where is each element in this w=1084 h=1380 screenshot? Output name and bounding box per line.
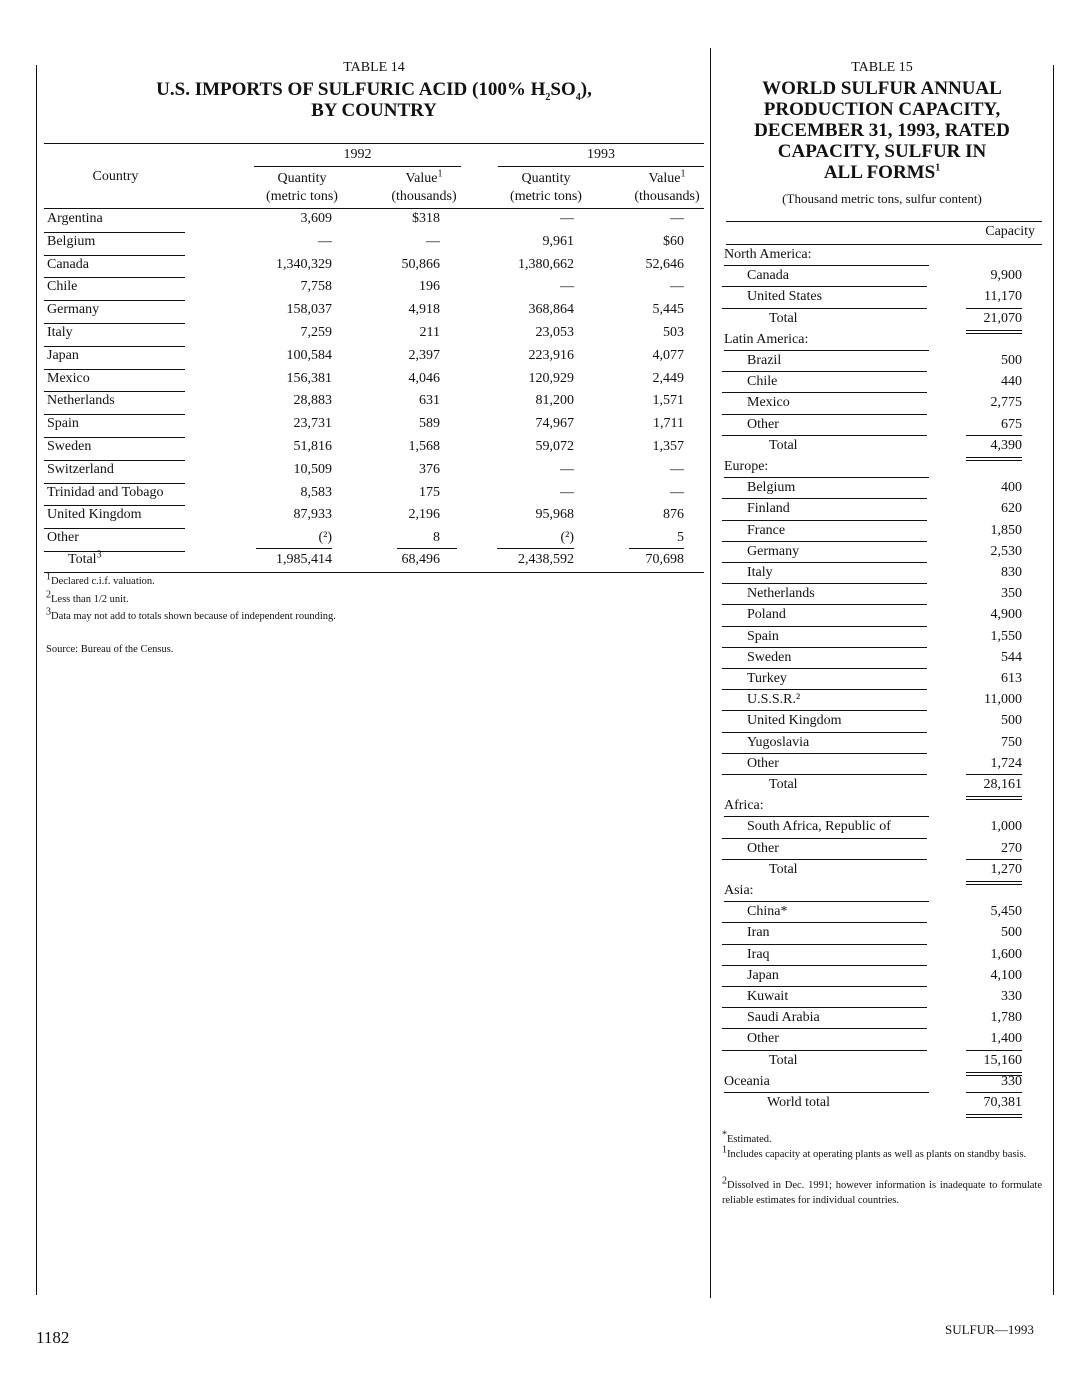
table-15-top-rule bbox=[726, 221, 1042, 222]
capacity-row-value: 750 bbox=[1001, 734, 1022, 750]
capacity-row-label: Turkey bbox=[747, 671, 787, 686]
quantity-1992-cell: 1,340,329 bbox=[276, 256, 332, 272]
capacity-row-rule bbox=[722, 498, 927, 499]
capacity-row-rule bbox=[722, 541, 927, 542]
capacity-row-label: Total bbox=[769, 861, 798, 877]
country-cell: Netherlands bbox=[47, 393, 115, 409]
capacity-row-rule bbox=[722, 922, 927, 923]
capacity-row-label: Other bbox=[747, 416, 779, 432]
left-margin-rule bbox=[36, 65, 37, 1295]
capacity-row-label: South Africa, Republic of bbox=[747, 819, 891, 835]
capacity-row-rule bbox=[722, 732, 927, 733]
capacity-row-rule bbox=[722, 1028, 927, 1029]
capacity-row-value: 1,780 bbox=[990, 1010, 1022, 1026]
capacity-row-rule bbox=[722, 435, 927, 436]
capacity-row-value: 4,900 bbox=[990, 607, 1022, 623]
quantity-1992-cell: — bbox=[318, 233, 332, 249]
capacity-row-label: Chile bbox=[747, 374, 778, 390]
table-14-footnote-3: $^3$Data may not add to totals shown because of independent rounding. bbox=[46, 606, 336, 622]
quantity-1993-cell: — bbox=[560, 279, 574, 295]
capacity-row-rule bbox=[724, 901, 929, 902]
capacity-row-rule bbox=[722, 838, 927, 839]
capacity-row-value: 1,600 bbox=[990, 946, 1022, 962]
quantity-1993-cell: 1,380,662 bbox=[518, 256, 574, 272]
capacity-row-value: 270 bbox=[1001, 840, 1022, 856]
country-row-rule bbox=[44, 551, 185, 552]
capacity-row-rule bbox=[722, 583, 927, 584]
capacity-row-value: 2,530 bbox=[990, 543, 1022, 559]
capacity-row-value: 9,900 bbox=[990, 268, 1022, 284]
capacity-row-label: Mexico bbox=[747, 395, 790, 411]
quantity-1992-cell: 156,381 bbox=[286, 370, 332, 386]
table-14-label: TABLE 14 bbox=[343, 60, 405, 75]
capacity-row-label: Sweden bbox=[747, 649, 792, 665]
capacity-row-value: 4,100 bbox=[990, 967, 1022, 983]
quantity-1992-cell: 23,731 bbox=[293, 416, 332, 432]
country-cell: Chile bbox=[47, 279, 78, 295]
capacity-row-label: China* bbox=[747, 904, 788, 920]
capacity-row-value: 11,000 bbox=[984, 692, 1022, 708]
capacity-row-label: Europe: bbox=[724, 459, 769, 474]
capacity-row-rule bbox=[722, 986, 927, 987]
capacity-row-value: 5,450 bbox=[990, 904, 1022, 920]
value-1993-header: Value$^1$ (thousands) bbox=[634, 168, 700, 204]
capacity-row-label: U.S.S.R.² bbox=[747, 692, 801, 708]
value-1992-cell: 50,866 bbox=[401, 256, 440, 272]
total-double-rule bbox=[966, 460, 1022, 461]
quantity-1992-cell: 87,933 bbox=[293, 507, 332, 523]
capacity-row-rule bbox=[722, 308, 927, 309]
capacity-row-label: Other bbox=[747, 840, 779, 856]
country-row-rule bbox=[44, 369, 185, 370]
capacity-row-rule bbox=[724, 477, 929, 478]
capacity-row-value: 400 bbox=[1001, 480, 1022, 496]
capacity-row-label: Asia: bbox=[724, 883, 754, 898]
capacity-row-label: World total bbox=[767, 1095, 831, 1110]
country-cell: Germany bbox=[47, 302, 100, 318]
value-1992-cell: 2,196 bbox=[408, 507, 440, 523]
capacity-row-rule bbox=[722, 520, 927, 521]
value-1993-cell: — bbox=[670, 484, 684, 500]
value-1993-cell: 52,646 bbox=[645, 256, 684, 272]
capacity-row-rule bbox=[724, 350, 929, 351]
total-q92: 1,985,414 bbox=[276, 552, 332, 567]
subtotal-rule bbox=[966, 1092, 1022, 1093]
quantity-1992-cell: 7,758 bbox=[300, 279, 332, 295]
quantity-1993-cell: 74,967 bbox=[535, 416, 574, 432]
country-row-rule bbox=[44, 277, 185, 278]
capacity-row-label: Total bbox=[769, 1052, 798, 1068]
value-1993-cell: — bbox=[670, 279, 684, 295]
total-label: Total$^3$ bbox=[68, 549, 102, 567]
quantity-1992-cell: 3,609 bbox=[300, 211, 332, 226]
country-row-rule bbox=[44, 391, 185, 392]
capacity-row-label: Total bbox=[769, 777, 798, 792]
value-1992-cell: 196 bbox=[419, 279, 440, 295]
capacity-row-value: 21,070 bbox=[983, 310, 1022, 326]
total-double-rule bbox=[966, 881, 1022, 882]
subtotal-rule bbox=[966, 308, 1022, 309]
value-1993-cell: 4,077 bbox=[652, 347, 684, 363]
right-margin-rule bbox=[1053, 65, 1054, 1295]
capacity-row-value: 1,550 bbox=[990, 628, 1022, 644]
quantity-1993-cell: — bbox=[560, 461, 574, 477]
quantity-1993-cell: 81,200 bbox=[535, 393, 574, 409]
total-q93: 2,438,592 bbox=[518, 552, 574, 567]
subtotal-rule bbox=[966, 435, 1022, 436]
capacity-row-value: 1,850 bbox=[990, 522, 1022, 538]
quantity-1992-cell: 7,259 bbox=[300, 325, 332, 340]
value-1993-cell: $60 bbox=[663, 233, 684, 249]
capacity-row-label: Africa: bbox=[724, 798, 764, 814]
value-1993-cell: 1,711 bbox=[653, 416, 684, 432]
capacity-row-value: 28,161 bbox=[983, 777, 1022, 792]
year-1992-header: 1992 bbox=[343, 147, 372, 162]
quantity-1992-cell: 28,883 bbox=[293, 393, 332, 409]
quantity-1992-cell: 51,816 bbox=[293, 439, 332, 454]
country-cell: Belgium bbox=[47, 233, 96, 249]
table-14-footnote-2: $^2$Less than 1/2 unit. bbox=[46, 589, 129, 605]
quantity-1993-cell: (²) bbox=[560, 530, 574, 546]
table-15-footnote-1: $^1$Includes capacity at operating plants as well as plants on standby basis. bbox=[722, 1144, 1027, 1160]
capacity-row-label: Belgium bbox=[747, 480, 796, 496]
capacity-row-label: Kuwait bbox=[747, 989, 789, 1004]
capacity-row-rule bbox=[724, 816, 929, 817]
capacity-row-label: Spain bbox=[747, 628, 779, 644]
capacity-row-value: 4,390 bbox=[990, 437, 1022, 453]
capacity-row-rule bbox=[722, 689, 927, 690]
capacity-row-rule bbox=[724, 1092, 929, 1093]
total-double-rule bbox=[966, 799, 1022, 800]
value-1992-cell: 1,568 bbox=[408, 439, 440, 454]
capacity-row-rule bbox=[722, 859, 927, 860]
capacity-row-label: Other bbox=[747, 755, 779, 771]
capacity-row-rule bbox=[722, 965, 927, 966]
country-cell: United Kingdom bbox=[47, 507, 142, 523]
capacity-column-header: Capacity bbox=[985, 224, 1035, 239]
capacity-row-rule bbox=[722, 647, 927, 648]
capacity-row-label: Total bbox=[769, 437, 798, 453]
country-cell: Sweden bbox=[47, 439, 92, 454]
capacity-row-rule bbox=[722, 944, 927, 945]
capacity-row-value: 620 bbox=[1001, 501, 1022, 517]
capacity-row-rule bbox=[722, 414, 927, 415]
country-row-rule bbox=[44, 437, 185, 438]
capacity-row-value: 500 bbox=[1001, 925, 1022, 941]
table-15-footnote-2: $^2$Dissolved in Dec. 1991; however information is inadequate to formulate reliable estimates for individual countries. bbox=[722, 1175, 1042, 1206]
capacity-row-label: Canada bbox=[747, 268, 789, 284]
value-1992-cell: 4,918 bbox=[408, 302, 440, 318]
capacity-row-rule bbox=[722, 710, 927, 711]
value-1992-cell: 589 bbox=[419, 416, 440, 432]
year-1993-rule bbox=[498, 166, 704, 167]
total-rule-q93 bbox=[497, 548, 574, 549]
country-row-rule bbox=[44, 300, 185, 301]
total-double-rule bbox=[966, 1117, 1022, 1118]
value-1992-cell: 4,046 bbox=[408, 370, 440, 386]
country-cell: Canada bbox=[47, 256, 89, 272]
capacity-row-value: 330 bbox=[1001, 1073, 1022, 1089]
value-1992-cell: — bbox=[426, 233, 440, 249]
value-1992-cell: 8 bbox=[433, 530, 440, 546]
capacity-row-value: 613 bbox=[1001, 671, 1022, 686]
capacity-row-rule bbox=[722, 392, 927, 393]
total-rule-v93 bbox=[629, 548, 684, 549]
capacity-row-label: Saudi Arabia bbox=[747, 1010, 820, 1026]
page-number: 1182 bbox=[36, 1328, 70, 1347]
quantity-1993-cell: 368,864 bbox=[528, 302, 574, 318]
quantity-1993-cell: — bbox=[560, 484, 574, 500]
country-row-rule bbox=[44, 255, 185, 256]
quantity-1993-cell: 95,968 bbox=[535, 507, 574, 523]
quantity-1993-cell: 223,916 bbox=[528, 347, 574, 363]
value-1993-cell: 1,571 bbox=[652, 393, 684, 409]
country-cell: Spain bbox=[47, 416, 79, 432]
total-double-rule bbox=[966, 796, 1022, 797]
country-cell: Switzerland bbox=[47, 461, 114, 477]
capacity-row-value: 544 bbox=[1001, 649, 1022, 665]
value-1993-cell: 5 bbox=[677, 530, 684, 546]
capacity-row-label: North America: bbox=[724, 247, 812, 262]
quantity-1993-cell: 23,053 bbox=[535, 325, 574, 340]
table-15-title: WORLD SULFUR ANNUAL PRODUCTION CAPACITY, DECEMBER 31, 1993, RATED CAPACITY, SULFUR IN ALL FORMS$^1$ bbox=[754, 78, 1010, 183]
capacity-row-rule bbox=[722, 753, 927, 754]
capacity-row-rule bbox=[722, 1050, 927, 1051]
value-1992-cell: 2,397 bbox=[408, 347, 440, 363]
table-14-top-rule bbox=[44, 143, 704, 144]
quantity-1992-cell: 100,584 bbox=[286, 347, 332, 363]
subtotal-rule bbox=[966, 1050, 1022, 1051]
capacity-row-value: 1,400 bbox=[990, 1031, 1022, 1047]
quantity-1993-cell: — bbox=[560, 211, 574, 226]
running-head: SULFUR—1993 bbox=[945, 1322, 1034, 1337]
capacity-row-label: United Kingdom bbox=[747, 713, 842, 729]
capacity-row-rule bbox=[722, 604, 927, 605]
value-1993-cell: — bbox=[670, 211, 684, 226]
total-double-rule bbox=[966, 333, 1022, 334]
capacity-row-label: Total bbox=[769, 310, 798, 326]
value-1993-cell: 5,445 bbox=[652, 302, 684, 318]
value-1992-cell: 175 bbox=[419, 484, 440, 500]
value-1993-cell: 1,357 bbox=[652, 439, 684, 454]
capacity-row-label: Netherlands bbox=[747, 586, 815, 602]
capacity-row-label: France bbox=[747, 522, 786, 538]
capacity-row-value: 2,775 bbox=[990, 395, 1022, 411]
total-v93: 70,698 bbox=[645, 552, 684, 567]
value-1993-cell: 876 bbox=[663, 507, 684, 523]
country-column-header: Country bbox=[92, 169, 139, 184]
capacity-row-label: Poland bbox=[747, 607, 786, 623]
quantity-1993-cell: 59,072 bbox=[535, 439, 574, 454]
country-cell: Italy bbox=[47, 325, 73, 340]
total-double-rule bbox=[966, 330, 1022, 331]
quantity-1992-cell: 158,037 bbox=[286, 302, 332, 318]
capacity-row-value: 330 bbox=[1001, 989, 1022, 1004]
table-15-subtitle: (Thousand metric tons, sulfur content) bbox=[782, 191, 982, 206]
capacity-row-rule bbox=[722, 371, 927, 372]
capacity-row-value: 500 bbox=[1001, 713, 1022, 729]
table-14-header-rule bbox=[44, 208, 704, 209]
country-cell: Mexico bbox=[47, 370, 90, 386]
value-1992-header: Value$^1$ (thousands) bbox=[391, 168, 457, 204]
value-1992-cell: 376 bbox=[419, 461, 440, 477]
capacity-row-value: 70,381 bbox=[983, 1095, 1022, 1110]
capacity-row-label: Iran bbox=[747, 925, 770, 941]
capacity-row-rule bbox=[722, 626, 927, 627]
year-1992-rule bbox=[254, 166, 461, 167]
capacity-row-rule bbox=[724, 265, 929, 266]
capacity-row-label: Iraq bbox=[747, 946, 770, 962]
capacity-row-value: 11,170 bbox=[984, 289, 1022, 305]
country-row-rule bbox=[44, 323, 185, 324]
capacity-row-label: United States bbox=[747, 289, 823, 305]
capacity-row-label: Brazil bbox=[747, 353, 782, 368]
capacity-row-label: Finland bbox=[747, 501, 790, 517]
value-1993-cell: — bbox=[670, 461, 684, 477]
capacity-row-value: 675 bbox=[1001, 416, 1022, 432]
capacity-row-value: 1,000 bbox=[990, 819, 1022, 835]
capacity-row-value: 1,724 bbox=[990, 755, 1022, 771]
country-row-rule bbox=[44, 414, 185, 415]
capacity-row-value: 830 bbox=[1001, 565, 1022, 580]
country-row-rule bbox=[44, 505, 185, 506]
quantity-1992-cell: (²) bbox=[318, 530, 332, 546]
capacity-row-rule bbox=[722, 1007, 927, 1008]
value-1992-cell: $318 bbox=[412, 211, 440, 226]
table-14-source: Source: Bureau of the Census. bbox=[46, 644, 174, 655]
country-row-rule bbox=[44, 483, 185, 484]
subtotal-rule bbox=[966, 859, 1022, 860]
table-14-title: U.S. IMPORTS OF SULFURIC ACID (100% $H_2SO_4$), BY COUNTRY bbox=[156, 79, 592, 121]
country-row-rule bbox=[44, 460, 185, 461]
country-row-rule bbox=[44, 232, 185, 233]
total-double-rule bbox=[966, 1072, 1022, 1073]
value-1992-cell: 631 bbox=[419, 393, 440, 409]
capacity-row-label: Other bbox=[747, 1031, 779, 1047]
quantity-1993-cell: 120,929 bbox=[528, 370, 574, 386]
year-1993-header: 1993 bbox=[587, 147, 615, 162]
quantity-1993-cell: 9,961 bbox=[542, 233, 574, 249]
country-cell: Argentina bbox=[47, 211, 103, 226]
quantity-1992-cell: 10,509 bbox=[293, 461, 332, 477]
value-1992-cell: 211 bbox=[419, 325, 440, 340]
total-v92: 68,496 bbox=[401, 552, 440, 567]
table-14-bottom-rule bbox=[44, 572, 704, 573]
capacity-row-label: Latin America: bbox=[724, 331, 809, 347]
capacity-row-rule bbox=[722, 774, 927, 775]
total-double-rule bbox=[966, 457, 1022, 458]
subtotal-rule bbox=[966, 774, 1022, 775]
capacity-row-label: Italy bbox=[747, 565, 773, 580]
total-double-rule bbox=[966, 1114, 1022, 1115]
total-rule-q92 bbox=[256, 548, 332, 549]
country-cell: Japan bbox=[47, 347, 79, 363]
country-row-rule bbox=[44, 346, 185, 347]
capacity-row-rule bbox=[722, 562, 927, 563]
capacity-row-label: Yugoslavia bbox=[747, 734, 810, 750]
capacity-row-value: 500 bbox=[1001, 353, 1022, 368]
table-15-footnote-star: *Estimated. bbox=[722, 1129, 772, 1145]
value-1993-cell: 2,449 bbox=[652, 370, 684, 386]
quantity-1992-header: Quantity (metric tons) bbox=[266, 171, 338, 204]
capacity-row-value: 350 bbox=[1001, 586, 1022, 602]
total-rule-v92 bbox=[397, 548, 457, 549]
table-14-footnote-1: $^1$Declared c.i.f. valuation. bbox=[46, 571, 155, 587]
capacity-row-value: 15,160 bbox=[983, 1052, 1022, 1068]
capacity-row-label: Oceania bbox=[724, 1073, 770, 1089]
country-cell: Trinidad and Tobago bbox=[47, 484, 164, 500]
total-double-rule bbox=[966, 884, 1022, 885]
quantity-1992-cell: 8,583 bbox=[300, 484, 332, 500]
capacity-row-value: 1,270 bbox=[990, 861, 1022, 877]
capacity-row-rule bbox=[722, 668, 927, 669]
column-divider-rule bbox=[710, 48, 711, 1298]
table-15-header-rule bbox=[726, 244, 1042, 245]
country-row-rule bbox=[44, 528, 185, 529]
quantity-1993-header: Quantity (metric tons) bbox=[510, 171, 582, 204]
capacity-row-value: 440 bbox=[1001, 374, 1022, 390]
capacity-row-rule bbox=[722, 286, 927, 287]
capacity-row-label: Germany bbox=[747, 543, 800, 559]
country-cell: Other bbox=[47, 530, 79, 546]
value-1993-cell: 503 bbox=[663, 325, 684, 340]
capacity-row-label: Japan bbox=[747, 967, 779, 983]
table-15-label: TABLE 15 bbox=[851, 60, 913, 75]
